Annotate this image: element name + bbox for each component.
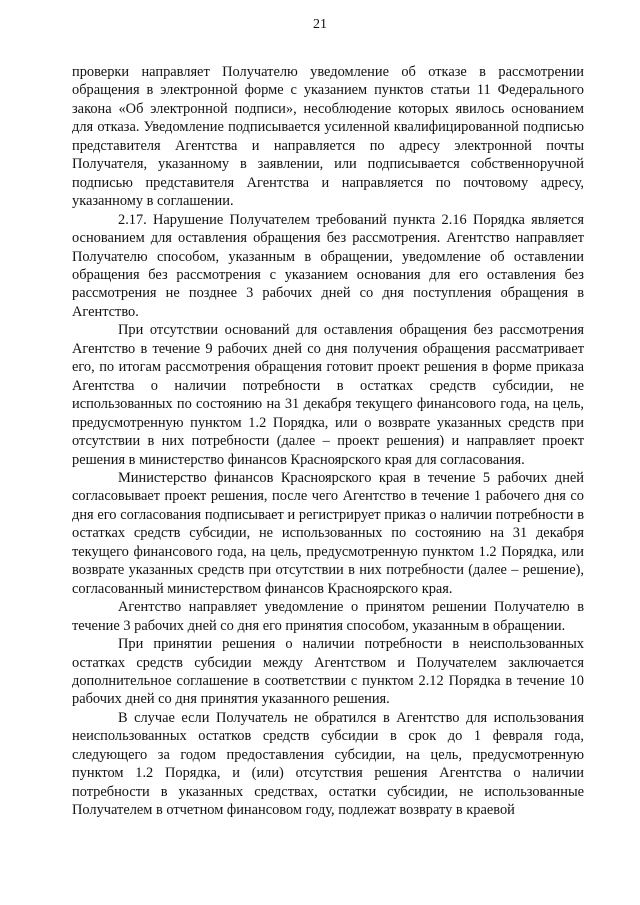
paragraph-clause-2-17: 2.17. Нарушение Получателем требований пункта 2.16 Порядка является основанием для оставления обращения без рассмотрения. Агентство направляет Получателю способом, указанным в обращении, уведомление об оставлении обращения без рассмотрения с указанием основания для его оставления без рассмотрения не позднее 3 рабочих дней со дня поступления обращения в Агентство. [72,211,584,320]
page-number: 21 [313,17,327,32]
paragraph-review-procedure: При отсутствии оснований для оставления обращения без рассмотрения Агентство в течение 9 рабочих дней со дня получения обращения рассматривает его, по итогам рассмотрения обращения готовит проект решения в форме приказа Агентства о наличии потребности в остатках средств субсидии, не использованных по состоянию на 31 декабря текущего финансового года, на цель, предусмотренную пунктом 1.2 Порядка, или о возврате указанных средств при отсутствии в них потребности (далее – проект решения) и направляет проект решения в министерство финансов Красноярского края для согласования. [72,322,584,468]
paragraph-return-of-funds: В случае если Получатель не обратился в Агентство для использования неиспользованных остатков средств субсидии в срок до 1 февраля года, следующего за годом предоставления субсидии, на цель, предусмотренную пунктом 1.2 Порядка, и (или) отсутствия решения Агентства о наличии потребности в указанных средствах, остатки субсидии, не использованные Получателем в отчетном финансовом году, подлежат возврату в краевой [72,709,584,819]
document-body [72,63,584,820]
paragraph-additional-agreement: При принятии решения о наличии потребности в неиспользованных остатках средств субсидии между Агентством и Получателем заключается дополнительное соглашение в соответствии с пунктом 2.12 Порядка в течение 10 рабочих дней со дня принятия указанного решения. [72,636,584,708]
paragraph-notification: Агентство направляет уведомление о принятом решении Получателю в течение 3 рабочих дней со дня его принятия способом, указанным в обращении. [72,599,584,634]
paragraph-continuation: проверки направляет Получателю уведомление об отказе в рассмотрении обращения в электронной форме с указанием пунктов статьи 11 Федерального закона «Об электронной подписи», несоблюдение которых явилось основанием для отказа. Уведомление подписывается усиленной квалифицированной подписью представителя Агентства и направляется по адресу электронной почты Получателя, указанному в заявлении, или подписывается собственноручной подписью представителя Агентства и направляется по почтовому адресу, указанному в соглашении. [72,64,584,210]
paragraph-ministry-approval: Министерство финансов Красноярского края в течение 5 рабочих дней согласовывает проект решения, после чего Агентство в течение 1 рабочего дня со дня его согласования подписывает и регистрирует приказ о наличии потребности в остатках средств субсидии, не использованных по состоянию на 31 декабря текущего финансового года, на цель, предусмотренную пунктом 1.2 Порядка, или возврате указанных средств при отсутствии в них потребности (далее – решение), согласованный министерством финансов Красноярского края. [72,469,584,597]
